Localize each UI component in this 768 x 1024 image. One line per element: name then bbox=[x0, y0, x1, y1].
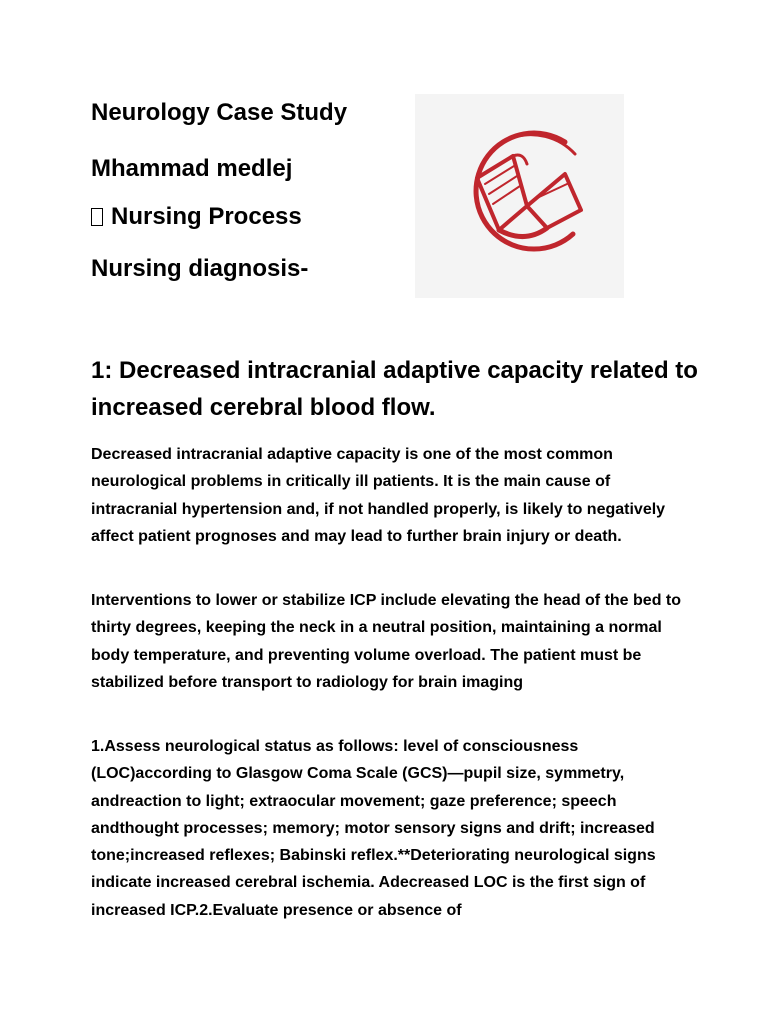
nursing-diagnosis-label: Nursing diagnosis- bbox=[91, 255, 309, 282]
section-heading: 1: Decreased intracranial adaptive capacity related to increased cerebral blood flow. bbox=[91, 357, 698, 421]
document-title: Neurology Case Study bbox=[91, 99, 348, 126]
paragraph: 1.Assess neurological status as follows: level of consciousness (LOC)according to Glasgow Coma Scale (GCS)—pupil size, symmetry, andreaction to light; extraocular movement; gaze preference; speech andthought processes; memory; motor sensory signs and drift; increased tone;increased reflexes; Babinski reflex.**Deteriorating neurological signs indicate increased cerebral ischemia. Adecreased LOC is the first sign of increased ICP.2.Evaluate presence or absence of bbox=[91, 738, 656, 919]
nursing-process-label: Nursing Process bbox=[111, 203, 302, 230]
paragraph: Interventions to lower or stabilize ICP include elevating the head of the bed to thirty degrees, keeping the neck in a neutral position, maintaining a normal body temperature, and preventing volume overload. The patient must be stabilized before transport to radiology for brain imaging bbox=[91, 592, 682, 691]
missing-glyph-icon bbox=[91, 208, 103, 226]
open-book-circle-logo-icon bbox=[415, 94, 624, 298]
logo-image bbox=[415, 94, 624, 298]
author-name: Mhammad medlej bbox=[91, 155, 293, 182]
nursing-process-line bbox=[91, 202, 302, 232]
paragraph: Decreased intracranial adaptive capacity is one of the most common neurological problems in critically ill patients. It is the main cause of intracranial hypertension and, if not handled properly, is likely to negatively affect patient prognoses and may lead to further brain injury or death. bbox=[91, 446, 666, 545]
